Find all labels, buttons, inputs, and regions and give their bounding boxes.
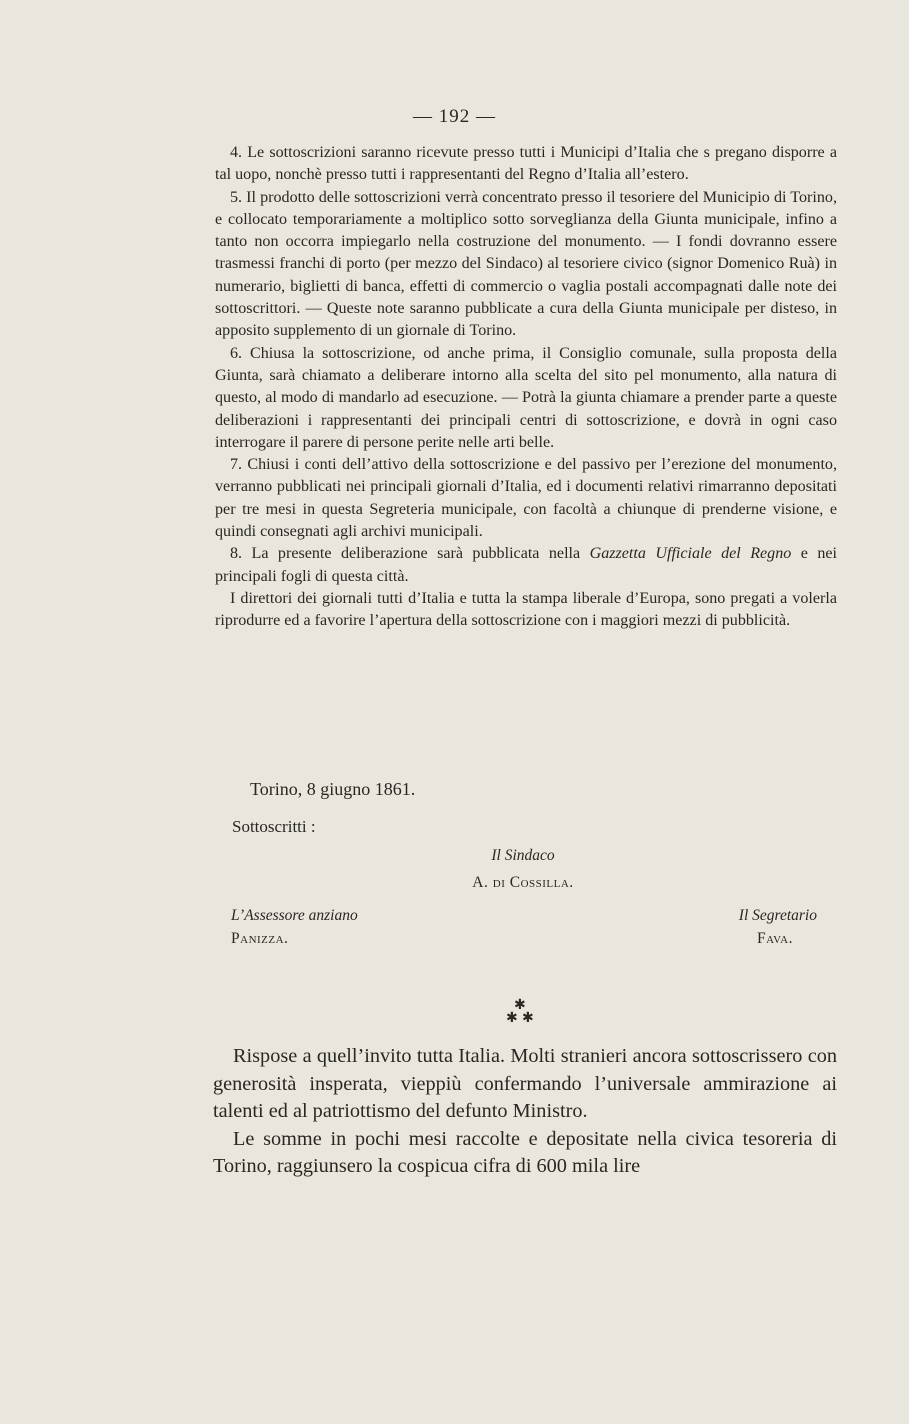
narrative-paragraph-1: Rispose a quell’invito tutta Italia. Molti stranieri ancora sottoscrissero con generosità insperata, vieppiù confermando l’universale ammirazione ai talenti ed al patriottismo del defunto Ministro. xyxy=(213,1045,837,1123)
sindaco-particle: di xyxy=(492,874,506,891)
segretario-name: Fava. xyxy=(757,930,793,947)
narrative-text xyxy=(213,1043,837,1181)
asterisk-top: ✱ xyxy=(514,998,526,1013)
sindaco-title: Il Sindaco xyxy=(491,847,555,864)
sindaco-name xyxy=(0,874,909,892)
gazzetta-title: Gazzetta Ufficiale del Regno xyxy=(589,545,792,563)
paragraph-direttori: I direttori dei giornali tutti d’Italia e tutta la stampa liberale d’Europa, sono pregati a volerla riprodurre ed a favorire l’apertura della sottoscrizione con i maggiori mezzi di pubblicità. xyxy=(215,589,837,630)
paragraph-7: 7. Chiusi i conti dell’attivo della sottoscrizione e del passivo per l’erezione del monumento, verranno pubblicati nei principali giornali d’Italia, ed i documenti relativi rimarranno depositati per tre mesi in questa Segreteria municipale, con facoltà a chiunque di prenderne visione, e quindi consegnati agli archivi municipali. xyxy=(215,456,837,541)
assessore-name: Panizza. xyxy=(231,930,289,947)
segretario-title: Il Segretario xyxy=(738,907,817,924)
assessore-title: L’Assessore anziano xyxy=(231,907,358,924)
paragraph-8-after: e nei principali fogli di questa città. xyxy=(215,545,837,585)
paragraph-8-before: 8. La presente deliberazione sarà pubblicata nella xyxy=(230,545,590,563)
narrative-paragraph-2: Le somme in pochi mesi raccolte e depositate nella civica tesoreria di Torino, raggiunsero la cospicua cifra di 600 mila lire xyxy=(213,1127,837,1178)
paragraph-6: 6. Chiusa la sottoscrizione, od anche prima, il Consiglio comunale, sulla proposta della Giunta, sarà chiamato a deliberare intorno alla scelta del sito pel monumento, alla natura di questo, al modo di mandarlo ad esecuzione. — Potrà la giunta chiamare a prender parte a queste deliberazioni i rappresentanti dei principali centri di sottoscrizione, e dovrà in ogni caso interrogare il parere di persone perite nelle arti belle. xyxy=(215,344,837,451)
paragraph-4: 4. Le sottoscrizioni saranno ricevute presso tutti i Municipi d’Italia che s pregano disporre a tal uopo, nonchè presso tutti i rappresentanti del Regno d’Italia all’estero. xyxy=(215,144,837,184)
page-number: — 192 — xyxy=(413,106,496,127)
asterism-divider xyxy=(506,999,536,1029)
deliberation-text xyxy=(215,142,837,633)
sindaco-initial: A. xyxy=(472,874,493,891)
asterisk-left: ✱ xyxy=(506,1011,518,1026)
paragraph-5: 5. Il prodotto delle sottoscrizioni verrà concentrato presso il tesoriere del Municipio di Torino, e collocato temporariamente a moltiplico sotto sorveglianza della Giunta municipale, infino a tanto non occorra impiegarlo nella costruzione del monumento. — I fondi dovranno essere trasmessi franchi di porto (per mezzo del Sindaco) al tesoriere civico (signor Domenico Ruà) in numerario, biglietti di banca, effetti di commercio o vaglia postali accompagnati dalle note dei sottoscrittori. — Queste note saranno pubblicate a cura della Giunta municipale per disteso, in apposito supplemento di un giornale di Torino. xyxy=(215,188,837,340)
sindaco-surname: Cossilla. xyxy=(505,874,574,891)
paragraph-8 xyxy=(215,543,837,588)
asterisk-right: ✱ xyxy=(522,1011,534,1026)
place-date: Torino, 8 giugno 1861. xyxy=(250,779,416,799)
sottoscritti-label: Sottoscritti : xyxy=(232,817,316,836)
